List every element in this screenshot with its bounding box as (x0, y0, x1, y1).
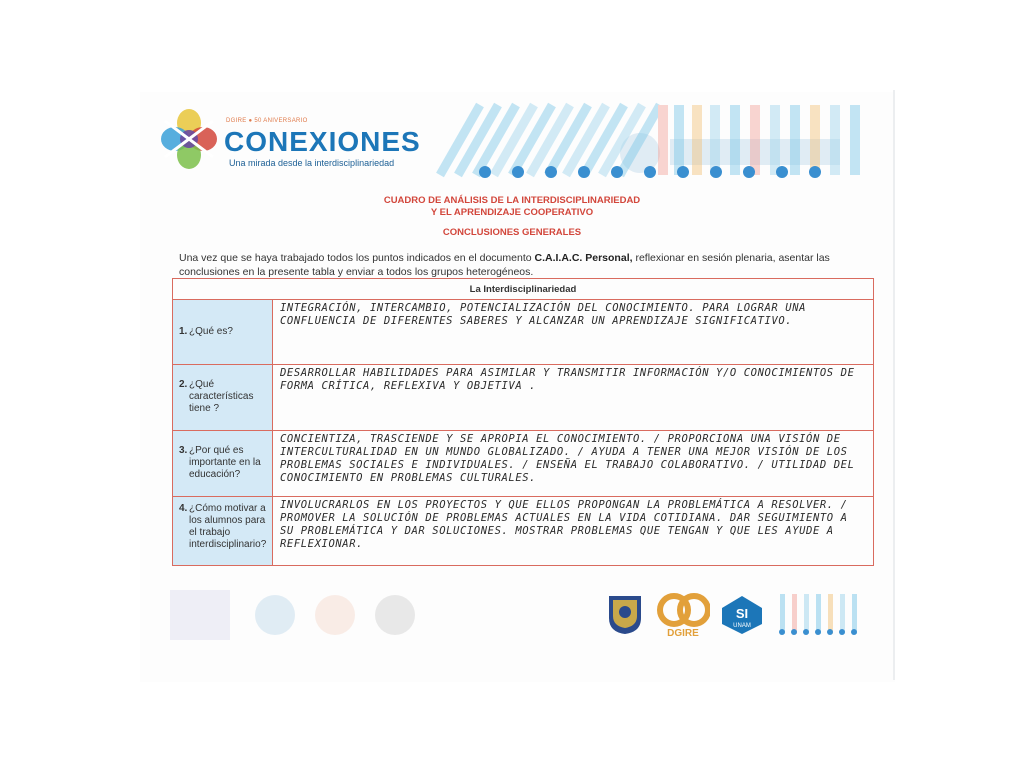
title-analysis: CUADRO DE ANÁLISIS DE LA INTERDISCIPLINARIEDAD (383, 195, 641, 206)
si-label: SI (735, 606, 749, 621)
question-number: 4. (179, 503, 188, 514)
question-text: ¿Cómo motivar a los alumnos para el trabajo interdisciplinario? (189, 503, 267, 550)
table-row (173, 300, 873, 365)
question-text: ¿Por qué es importante en la educación? (189, 445, 261, 480)
question-number: 1. (179, 326, 188, 337)
decorative-stripes (430, 100, 866, 180)
bleed-through-footer (160, 585, 430, 645)
instructions-part-1: Una vez que se haya trabajado todos los puntos indicados en el documento (179, 252, 535, 264)
anniversary-label: DGIRE ● 50 ANIVERSARIO (226, 118, 308, 124)
question-text: ¿Qué características tiene ? (189, 379, 254, 414)
conexiones-logo-icon (155, 103, 223, 171)
question-text: ¿Qué es? (189, 326, 233, 337)
question-cell (173, 300, 273, 364)
instructions-part-2: reflexionar en sesión plenaria, asentar las conclusiones en la presente tabla y enviar a todos los grupos heterogéneos. (179, 252, 830, 278)
instructions-paragraph (179, 251, 869, 279)
question-number: 2. (179, 379, 188, 390)
table-heading: La Interdisciplinariedad (173, 279, 873, 300)
dgire-label: DGIRE (667, 628, 699, 638)
title-conclusions: CONCLUSIONES GENERALES (442, 227, 582, 238)
question-cell (173, 497, 273, 565)
unam-crest-icon (603, 592, 647, 636)
table-row (173, 431, 873, 497)
instructions-document-name: C.A.I.A.C. Personal, (534, 252, 633, 264)
question-cell (173, 365, 273, 430)
brand-title: CONEXIONES (224, 126, 421, 157)
answer-text: INVOLUCRARLOS EN LOS PROYECTOS Y QUE ELLOS PROPONGAN LA PROBLEMÁTICA A RESOLVER. / PROMOVER LA SOLUCIÓN DE PROBLEMAS ACTUALES EN LA VIDA COTIDIANA. DAR SEGUIMIENTO A SU PROBLEMÁTICA Y DAR SOLUCIONES. MOSTRAR PROBLEMAS QUE TENGAN Y QUE LES AYUDE A REFLEXIONAR. (280, 499, 848, 550)
si-unam-logo-icon (718, 594, 766, 636)
table-row (173, 497, 873, 565)
interdisciplinarity-table (172, 278, 874, 566)
page-edge (893, 90, 895, 680)
brand-subtitle: Una mirada desde la interdisciplinariedad (229, 158, 395, 168)
answer-text: DESARROLLAR HABILIDADES PARA ASIMILAR Y TRANSMITIR INFORMACIÓN Y/O CONOCIMIENTOS DE FORMA CRÍTICA, REFLEXIVA Y OBJETIVA . (280, 367, 855, 392)
answer-text: CONCIENTIZA, TRASCIENDE Y SE APROPIA EL CONOCIMIENTO. / PROPORCIONA UNA VISIÓN DE INTERCULTURALIDAD EN UN MUNDO GLOBALIZADO. / AYUDA A TENER UNA MEJOR VISIÓN DE LOS PROBLEMAS SOCIALES E INDIVIDUALES. / ENSEÑA EL TRABAJO COLABORATIVO. / UTILIDAD DEL CONOCIMIENTO EN PROBLEMAS CULTURALES. (280, 433, 855, 484)
si-sublabel: UNAM (733, 623, 751, 629)
footer-stripes (778, 592, 868, 636)
table-row (173, 365, 873, 431)
question-number: 3. (179, 445, 188, 456)
answer-text: INTEGRACIÓN, INTERCAMBIO, POTENCIALIZACIÓN DEL CONOCIMIENTO. PARA LOGRAR UNA CONFLUENCIA DE DIFERENTES SABERES Y ALCANZAR UN APRENDIZAJE SIGNIFICATIVO. (280, 302, 807, 327)
dgire-50-logo-icon (656, 592, 710, 638)
title-cooperative: Y EL APRENDIZAJE COOPERATIVO (430, 207, 594, 218)
question-cell (173, 431, 273, 496)
